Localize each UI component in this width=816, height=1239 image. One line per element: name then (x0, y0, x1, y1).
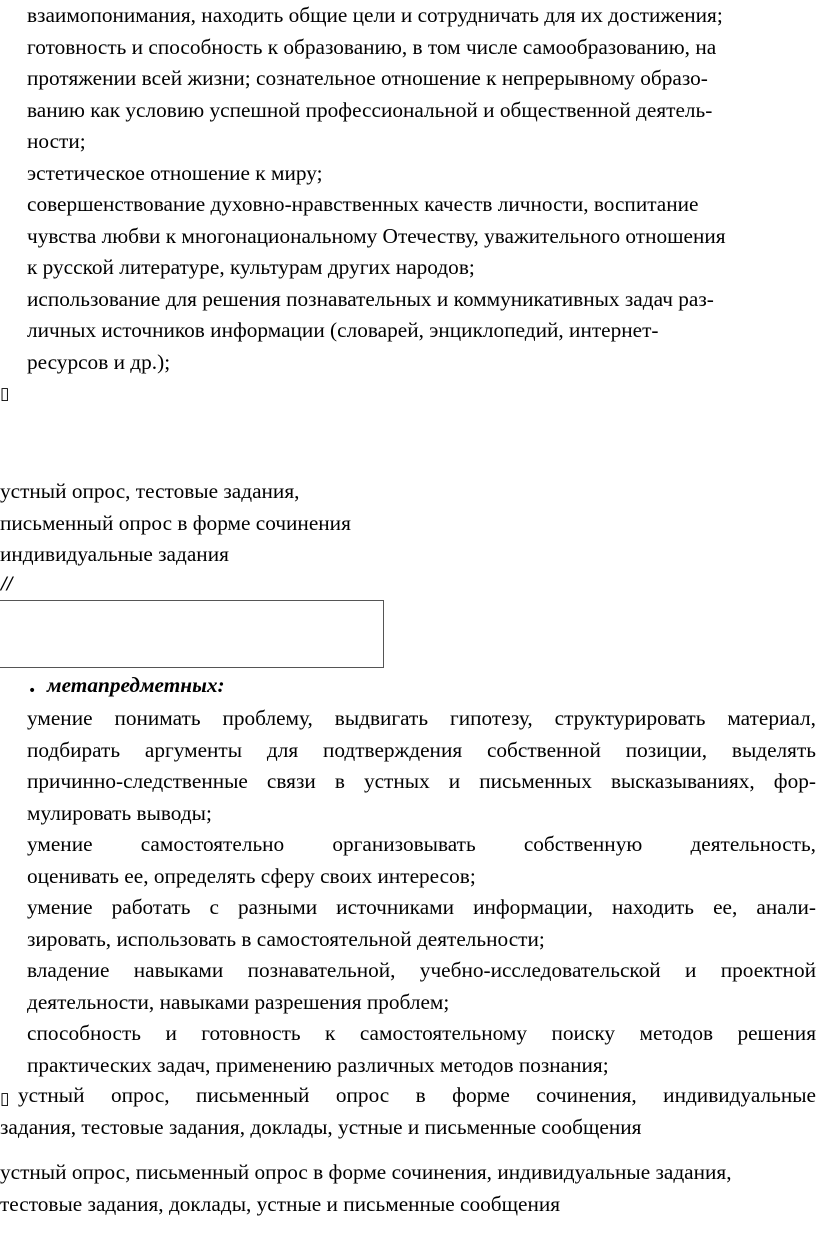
text-line: причинно-следственные связи в устных и письменных высказываниях, фор- (27, 769, 816, 793)
section-heading: метапредметных: (47, 673, 225, 697)
meta-results-block (27, 703, 816, 1081)
text-line: устный опрос, письменный опрос в форме сочинения, индивидуальные (18, 1083, 816, 1107)
text-line: зировать, использовать в самостоятельной деятельности; (27, 926, 545, 951)
text-line: мулировать выводы; (27, 800, 212, 825)
bullet-icon: • (28, 683, 37, 699)
text-line: к русской литературе, культурам других народов; (27, 255, 475, 279)
text-line: способность и готовность к самостоятельному поиску методов решения (27, 1021, 816, 1045)
text-line: ности; (27, 129, 86, 153)
text-line: личных источников информации (словарей, энциклопедий, интернет- (27, 318, 659, 342)
text-line: устный опрос, тестовые задания, (0, 479, 300, 503)
assessment-forms-block-3 (0, 1157, 816, 1220)
text-line: практических задач, применению различных методов познания; (27, 1052, 609, 1077)
text-line: эстетическое отношение к миру; (27, 160, 323, 185)
text-line: письменный опрос в форме сочинения (0, 510, 351, 535)
text-line: протяжении всей жизни; сознательное отношение к непрерывному образо- (27, 66, 708, 90)
text-line: владение навыками познавательной, учебно-исследовательской и проектной (27, 958, 816, 982)
text-line: деятельности, навыками разрешения проблем; (27, 989, 450, 1014)
text-line: ванию как условию успешной профессиональной и общественной деятель- (27, 97, 713, 122)
assessment-forms-block (0, 476, 816, 571)
text-line: задания, тестовые задания, доклады, устные и письменные сообщения (0, 1114, 642, 1139)
personal-results-block (27, 0, 816, 378)
text-line: тестовые задания, доклады, устные и письменные сообщения (0, 1191, 561, 1216)
missing-glyph-marker: ▯ (0, 1089, 10, 1109)
text-line: готовность и способность к образованию, в том числе самообразованию, на (27, 34, 717, 59)
text-line: оценивать ее, определять сферу своих интересов; (27, 863, 476, 888)
text-line: умение самостоятельно организовывать собственную деятельность, (27, 832, 816, 856)
empty-frame (0, 600, 384, 668)
text-line: умение понимать проблему, выдвигать гипотезу, структурировать материал, (27, 706, 816, 730)
assessment-forms-block-2 (0, 1080, 816, 1143)
text-line: подбирать аргументы для подтверждения собственной позиции, выделять (27, 737, 816, 762)
text-line: индивидуальные задания (0, 542, 229, 566)
text-line: умение работать с разными источниками информации, находить ее, анали- (27, 895, 816, 919)
text-line: ресурсов и др.); (27, 349, 171, 374)
slash-marker: // (1, 574, 13, 594)
missing-glyph-marker: ▯ (0, 384, 10, 404)
text-line: взаимопонимания, находить общие цели и сотрудничать для их достижения; (27, 3, 723, 27)
text-line: совершенствование духовно-нравственных качеств личности, воспитание (27, 192, 699, 216)
text-line: устный опрос, письменный опрос в форме сочинения, индивидуальные задания, (0, 1160, 732, 1184)
text-line: использование для решения познавательных и коммуникативных задач раз- (27, 286, 714, 311)
text-line: чувства любви к многонациональному Отечеству, уважительного отношения (27, 223, 726, 248)
